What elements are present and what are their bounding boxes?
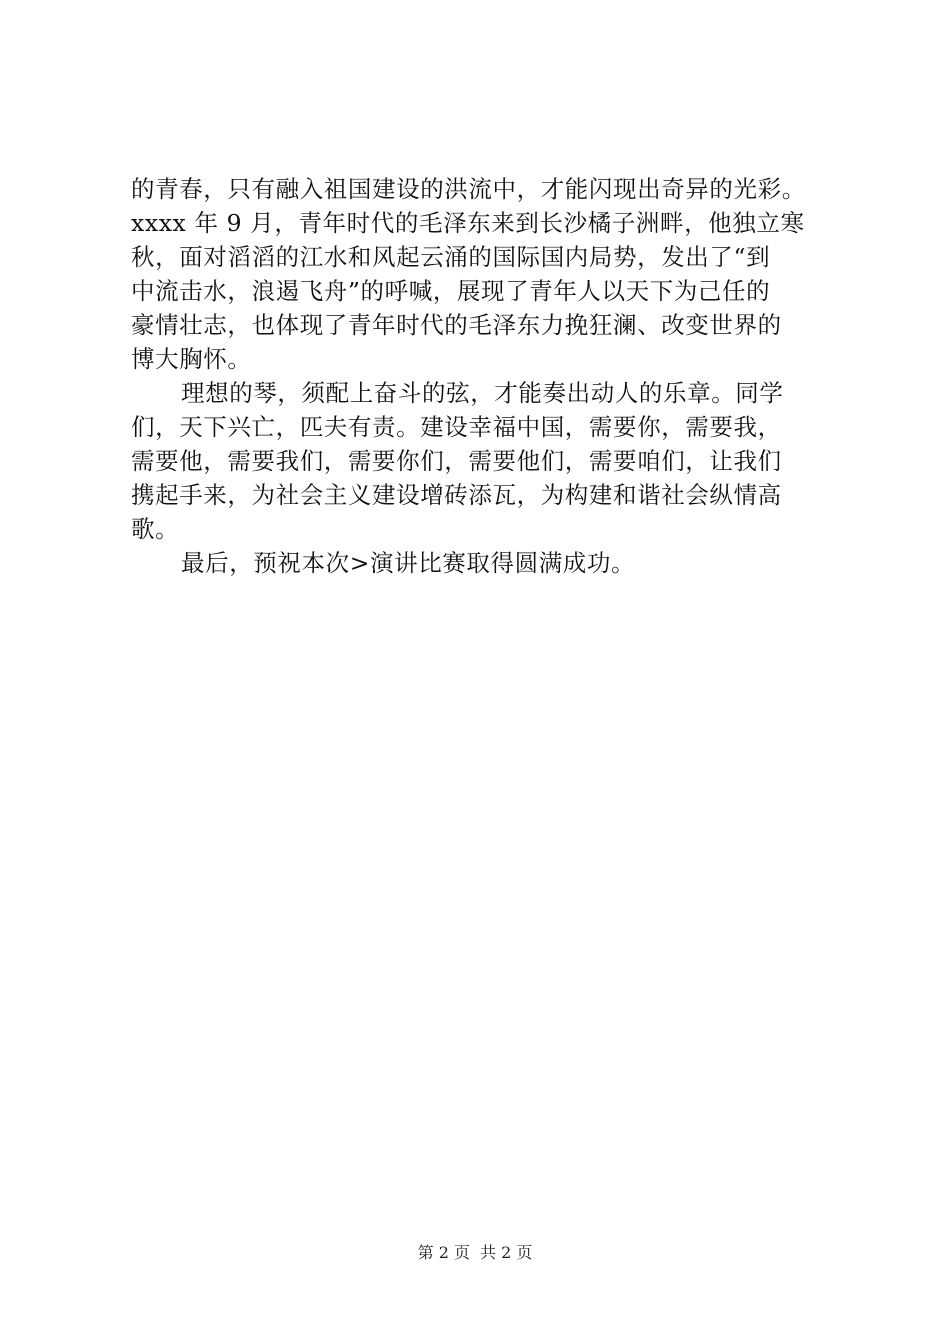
page-number-current: 第 2 页 — [417, 1243, 470, 1262]
text-line: 携起手来，为社会主义建设增砖添瓦，为构建和谐社会纵情高 — [131, 481, 782, 509]
text-line: 博大胸怀。 — [131, 345, 252, 373]
text-line: 豪情壮志，也体现了青年时代的毛泽东力挽狂澜、改变世界的 — [131, 311, 782, 339]
text-line: xxxx 年 9 月，青年时代的毛泽东来到长沙橘子洲畔，他独立寒 — [131, 209, 805, 237]
text-line: 秋，面对滔滔的江水和风起云涌的国际国内局势，发出了“到 — [131, 243, 771, 271]
text-line: 理想的琴，须配上奋斗的弦，才能奏出动人的乐章。同学 — [181, 379, 784, 407]
page-number-total: 共 2 页 — [480, 1243, 533, 1262]
text-line: 最后，预祝本次>演讲比赛取得圆满成功。 — [181, 549, 636, 577]
text-line: 需要他，需要我们，需要你们，需要他们，需要咱们，让我们 — [131, 447, 782, 475]
page-footer — [0, 1243, 950, 1263]
text-line: 中流击水，浪遏飞舟”的呼喊，展现了青年人以天下为己任的 — [131, 277, 771, 305]
text-line: 歌。 — [131, 515, 180, 543]
text-line: 的青春，只有融入祖国建设的洪流中，才能闪现出奇异的光彩。 — [131, 175, 806, 203]
text-line: 们，天下兴亡，匹夫有责。建设幸福中国，需要你，需要我， — [131, 413, 782, 441]
document-body — [131, 172, 831, 580]
